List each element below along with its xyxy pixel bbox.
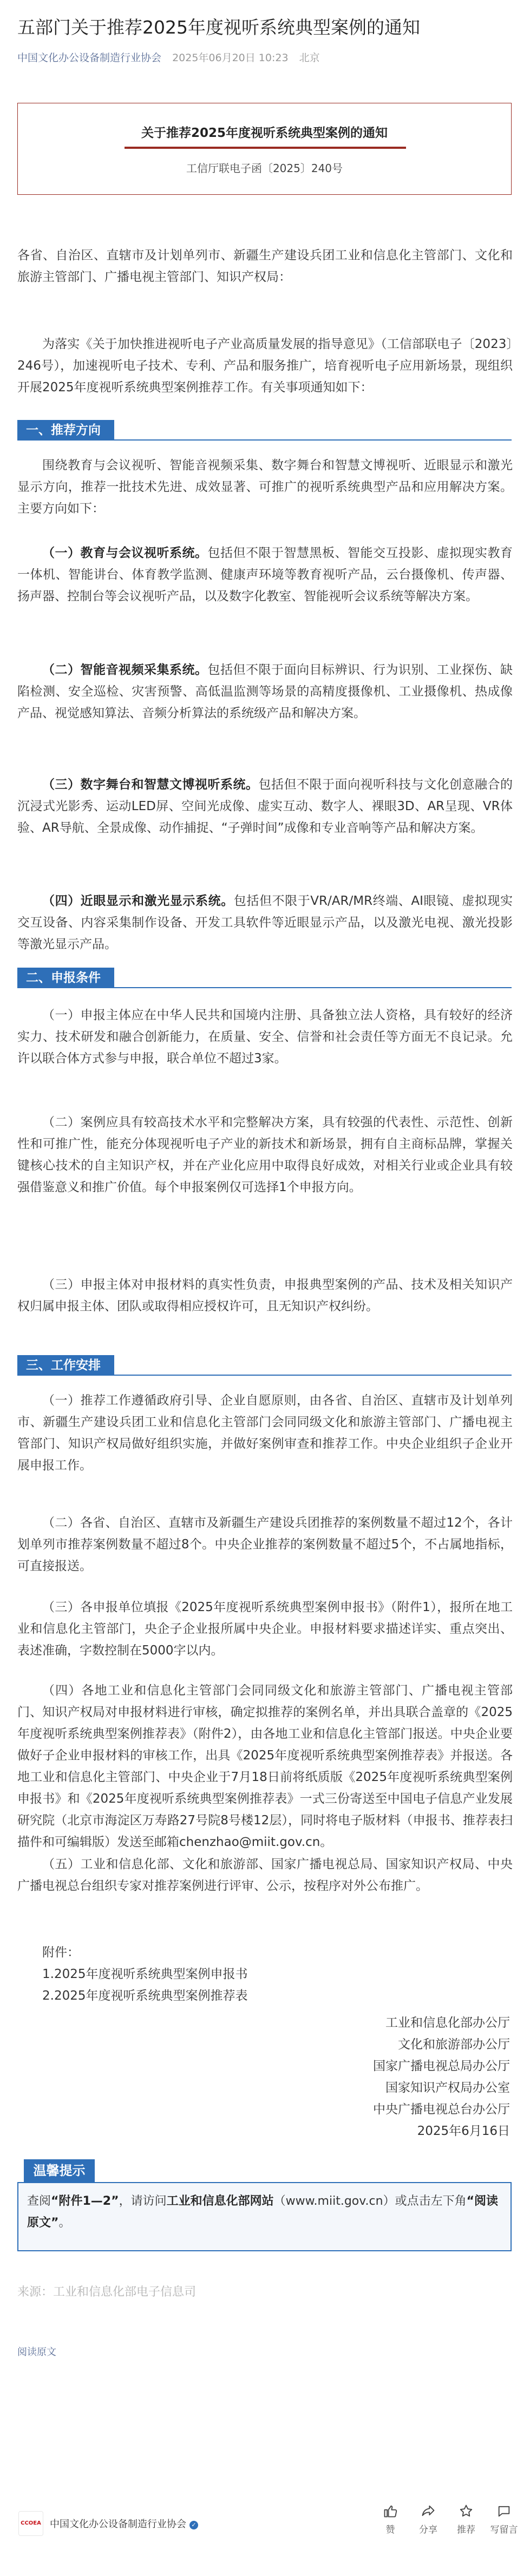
- attachment-item: 1.2025年度视听系统典型案例申报书: [42, 1967, 248, 1981]
- sec3-item-5: [17, 1854, 513, 1897]
- attachment-item: 2.2025年度视听系统典型案例推荐表: [42, 1989, 248, 2003]
- publish-location: 北京: [299, 52, 320, 64]
- article-meta: [17, 50, 320, 64]
- tip-site-name: 工业和信息化部网站: [166, 2194, 274, 2208]
- verified-icon: ✓: [189, 2521, 198, 2529]
- publish-date: 2025年06月20日 10:23: [172, 52, 289, 64]
- sec3-item-4: [17, 1680, 513, 1853]
- footer-account-name[interactable]: 中国文化办公设备制造行业协会: [50, 2519, 186, 2530]
- document-number: 工信厅联电子函〔2025〕240号: [186, 162, 343, 175]
- sec3-paragraph: （三）各申报单位填报《2025年度视听系统典型案例申报书》（附件1），报所在地工业和信息化主管部门，央企子企业报所属中央企业。申报材料要求描述详实、重点突出、表述准确，字数控制在5000字以内。: [17, 1600, 513, 1658]
- article-title: 五部门关于推荐2025年度视听系统典型案例的通知: [17, 17, 420, 38]
- sec2-paragraph: （一）申报主体应在中华人民共和国境内注册、具备独立法人资格，具有较好的经济实力、技术研发和融合创新能力，在质量、安全、信誉和社会责任等方面无不良记录。允许以联合体方式参与申报，联合单位不超过3家。: [17, 1008, 513, 1066]
- intro-block: [17, 333, 513, 398]
- sec3-item-1: [17, 1390, 513, 1476]
- red-divider: [125, 147, 406, 149]
- share-label: 分享: [419, 2525, 437, 2535]
- section-heading-1: [17, 416, 512, 441]
- signatories-block: [239, 2012, 510, 2142]
- recommend-button[interactable]: [447, 2503, 485, 2535]
- tip-box: [17, 2182, 512, 2251]
- tip-read-original: “阅读原文”: [27, 2194, 499, 2230]
- item-lead: （三）数字舞台和智慧文博视听系统。: [42, 778, 259, 792]
- sec2-item-3: [17, 1274, 513, 1317]
- item-text: 包括但不限于VR/AR/MR终端、AI眼镜、虚拟现实交互设备、内容采集制作设备、开发工具软件等近眼显示产品，以及激光电视、激光投影等激光显示产品。: [17, 894, 513, 951]
- tip-url: （www.miit.gov.cn）或点击左下角: [273, 2194, 467, 2208]
- section-heading-label: 二、申报条件: [17, 968, 114, 988]
- footer-account[interactable]: [50, 2516, 198, 2531]
- sec2-paragraph: （二）案例应具有较高技术水平和完整解决方案，具有较强的代表性、示范性、创新性和可推广性，能充分体现视听电子产业的新技术和新场景，拥有自主商标品牌，掌握关键核心技术的自主知识产权，并在产业化应用中取得良好成效，对相关行业或企业具有较强借鉴意义和推广价值。每个申报案例仅可选择1个申报方向。: [17, 1115, 513, 1194]
- sec3-item-3: [17, 1596, 513, 1661]
- section-heading-label: 三、工作安排: [17, 1355, 114, 1376]
- section-heading-2: [17, 963, 512, 988]
- item-text: 包括但不限于智慧黑板、智能交互投影、虚拟现实教育一体机、智能讲台、体育教学监测、健康声环境等教育视听产品，云台摄像机、传声器、扬声器、控制台等会议视听产品，以及数字化教室、智能视听会议系统等解决方案。: [17, 546, 513, 603]
- signatory: 国家广播电视总局办公厅: [373, 2059, 510, 2073]
- source-line: 来源：工业和信息化部电子信息司: [17, 2285, 197, 2299]
- sec3-paragraph: （一）推荐工作遵循政府引导、企业自愿原则，由各省、自治区、直辖市及计划单列市、新疆生产建设兵团工业和信息化主管部门会同同级文化和旅游主管部门、广播电视主管部门、知识产权局做好组织实施，并做好案例审查和推荐工作。中央企业组织子企业开展申报工作。: [17, 1394, 513, 1473]
- item-lead: （二）智能音视频采集系统。: [42, 663, 208, 677]
- signatory: 工业和信息化部办公厅: [385, 2016, 510, 2030]
- share-icon: [421, 2503, 436, 2519]
- sec1-item-2: [17, 659, 513, 724]
- recipients: 各省、自治区、直辖市及计划单列市、新疆生产建设兵团工业和信息化主管部门、文化和旅游主管部门、广播电视主管部门、知识产权局：: [17, 248, 513, 284]
- like-icon: [383, 2503, 398, 2519]
- section-rule: [17, 987, 512, 988]
- bottom-action-bar: [0, 2489, 530, 2576]
- like-button[interactable]: [371, 2503, 409, 2535]
- tip-text-pre: 查阅: [27, 2194, 51, 2208]
- tip-label: 温馨提示: [24, 2159, 95, 2182]
- recommend-label: 推荐: [457, 2525, 475, 2535]
- tip-text-mid: ，请访问: [119, 2194, 167, 2208]
- recipients-block: [17, 245, 513, 288]
- comment-button[interactable]: [485, 2503, 523, 2535]
- sec1-item-3: [17, 774, 513, 839]
- section-rule: [17, 439, 512, 441]
- notice-title: 关于推荐2025年度视听系统典型案例的通知: [141, 126, 388, 140]
- share-button[interactable]: [409, 2503, 447, 2535]
- recommend-icon: [459, 2503, 474, 2519]
- read-original-link[interactable]: 阅读原文: [17, 2347, 56, 2358]
- comment-label: 写留言: [490, 2525, 518, 2535]
- attachments-label: 附件：: [42, 1946, 80, 1960]
- sec1-item-1: [17, 542, 513, 607]
- tip-container: [17, 2159, 512, 2276]
- sign-date: 2025年6月16日: [417, 2124, 510, 2138]
- attachments-block: [17, 1942, 513, 2007]
- sec2-item-1: [17, 1004, 513, 1069]
- signatory: 文化和旅游部办公厅: [398, 2038, 510, 2052]
- sec2-item-2: [17, 1112, 513, 1198]
- account-logo[interactable]: CCOEA: [18, 2511, 43, 2536]
- sec3-paragraph: （五）工业和信息化部、文化和旅游部、国家广播电视总局、国家知识产权局、中央广播电视总台组织专家对推荐案例进行评审、公示，按程序对外公布推广。: [17, 1857, 513, 1893]
- like-label: 赞: [385, 2525, 395, 2535]
- tip-text-end: 。: [58, 2216, 71, 2230]
- sec2-paragraph: （三）申报主体对申报材料的真实性负责，申报典型案例的产品、技术及相关知识产权归属申报主体、团队或取得相应授权许可，且无知识产权纠纷。: [17, 1278, 513, 1313]
- account-name-link[interactable]: 中国文化办公设备制造行业协会: [17, 52, 162, 64]
- tip-attachments: “附件1—2”: [51, 2194, 119, 2208]
- sec1-intro-block: [17, 455, 513, 520]
- item-lead: （一）教育与会议视听系统。: [42, 546, 208, 560]
- item-text: 包括但不限于面向目标辨识、行为识别、工业探伤、缺陷检测、安全巡检、灾害预警、高低温监测等场景的高精度摄像机、工业摄像机、热成像产品、视觉感知算法、音频分析算法的系统级产品和解决方案。: [17, 663, 513, 720]
- sec1-item-4: [17, 890, 513, 955]
- item-lead: （四）近眼显示和激光显示系统。: [42, 894, 234, 908]
- sec3-paragraph: （二）各省、自治区、直辖市及新疆生产建设兵团推荐的案例数量不超过12个，各计划单列市推荐案例数量不超过8个。中央企业推荐的案例数量不超过5个，不占属地指标，可直接报送。: [17, 1516, 513, 1573]
- signatory: 中央广播电视总台办公厅: [373, 2102, 510, 2117]
- sec3-item-2: [17, 1512, 513, 1577]
- signatory: 国家知识产权局办公室: [385, 2081, 510, 2095]
- section-heading-label: 一、推荐方向: [17, 420, 114, 441]
- notice-header-box: [17, 103, 512, 195]
- sec1-intro: 围绕教育与会议视听、智能音视频采集、数字舞台和智慧文博视听、近眼显示和激光显示方向，推荐一批技术先进、成效显著、可推广的视听系统典型产品和应用解决方案。主要方向如下：: [17, 458, 513, 516]
- sec3-paragraph: （四）各地工业和信息化主管部门会同同级文化和旅游主管部门、广播电视主管部门、知识产权局对申报材料进行审核，确定拟推荐的案例名单，并出具联合盖章的《2025年度视听系统典型案例推荐表》（附件2），由各地工业和信息化主管部门报送。中央企业要做好子企业申报材料的审核工作，出具《2025年度视听系统典型案例推荐表》并报送。各地工业和信息化主管部门、中央企业于7月18日前将纸质版《2025年度视听系统典型案例申报书》和《2025年度视听系统典型案例推荐表》一式三份寄送至中国电子信息产业发展研究院（北京市海淀区万寿路27号院8号楼12层），同时将电子版材料（申报书、推荐表扫描件和可编辑版）发送至邮箱chenzhao@miit.gov.cn。: [17, 1684, 513, 1849]
- comment-icon: [496, 2503, 512, 2519]
- intro-paragraph: 为落实《关于加快推进视听电子产业高质量发展的指导意见》（工信部联电子〔2023〕246号），加速视听电子技术、专利、产品和服务推广，培育视听电子应用新场景，现组织开展2025年度视听系统典型案例推荐工作。有关事项通知如下：: [17, 337, 513, 395]
- item-text: 包括但不限于面向视听科技与文化创意融合的沉浸式光影秀、运动LED屏、空间光成像、虚实互动、数字人、裸眼3D、AR呈现、VR体验、AR导航、全景成像、动作捕捉、“子弹时间”成像和专业音响等产品和解决方案。: [17, 778, 513, 835]
- section-rule: [17, 1375, 512, 1376]
- section-heading-3: [17, 1351, 512, 1376]
